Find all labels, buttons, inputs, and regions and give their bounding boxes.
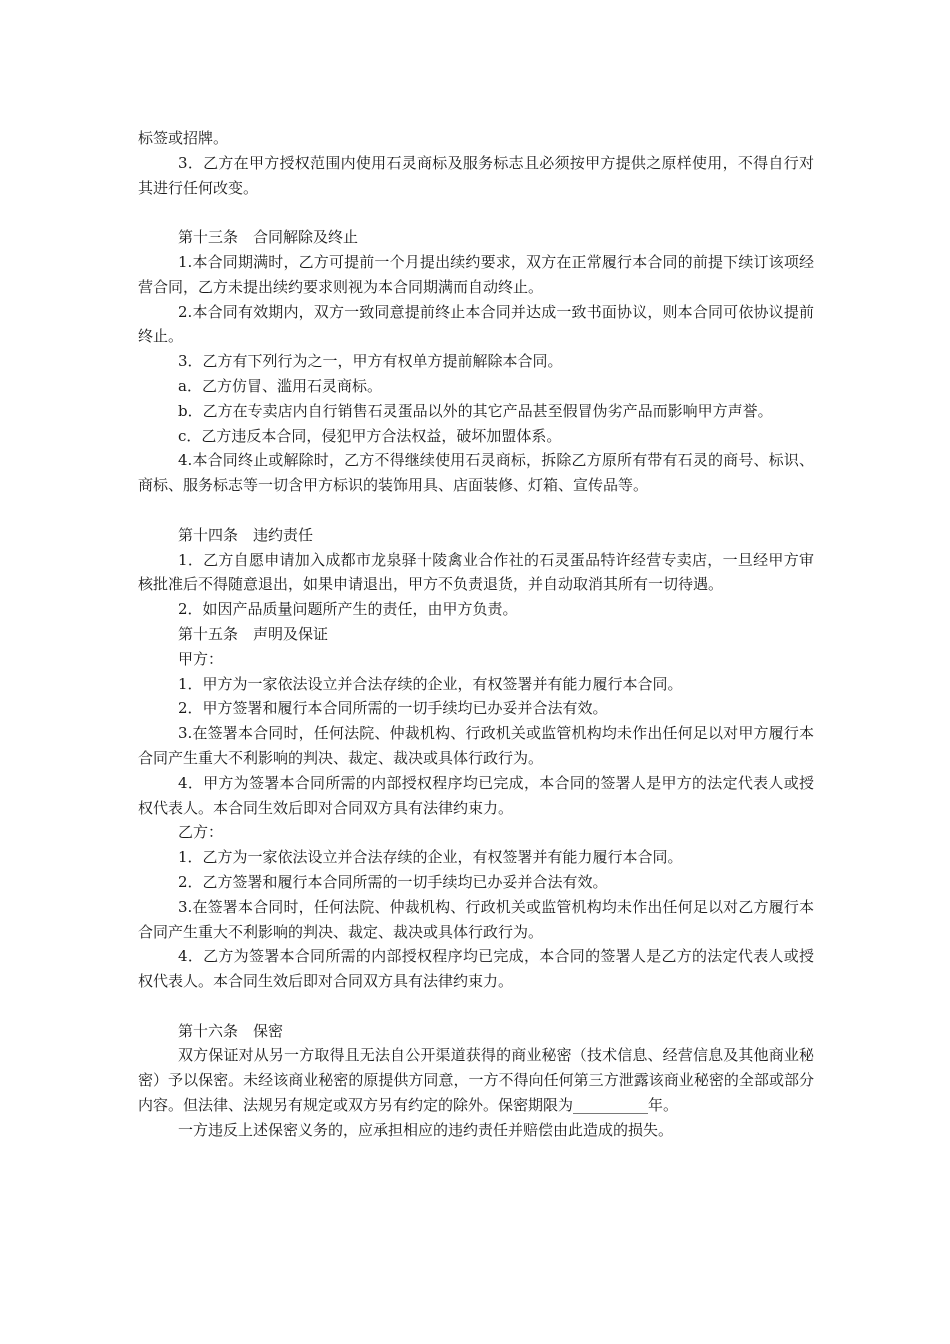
spacer: [138, 200, 814, 225]
section-heading-15: 第十五条 声明及保证: [178, 624, 329, 643]
paragraph: 2．乙方签署和履行本合同所需的一切手续均已办妥并合法有效。: [178, 872, 608, 891]
paragraph: 4.本合同终止或解除时，乙方不得继续使用石灵商标，拆除乙方原所有带有石灵的商号、标识、商标、服务标志等一切含甲方标识的装饰用具、店面装修、灯箱、宣传品等。: [138, 451, 814, 495]
paragraph: 3．乙方在甲方授权范围内使用石灵商标及服务标志且必须按甲方提供之原样使用，不得自行对其进行任何改变。: [138, 153, 814, 197]
paragraph: 4．甲方为签署本合同所需的内部授权程序均已完成，本合同的签署人是甲方的法定代表人或授权代表人。本合同生效后即对合同双方具有法律约束力。: [138, 773, 814, 817]
paragraph: 2．如因产品质量问题所产生的责任，由甲方负责。: [178, 600, 518, 619]
paragraph: 3.在签署本合同时，任何法院、仲裁机构、行政机关或监管机构均未作出任何足以对甲方履行本合同产生重大不利影响的判决、裁定、裁决或具体行政行为。: [138, 724, 814, 767]
section-heading-16: 第十六条 保密: [178, 1021, 284, 1040]
party-b-label: 乙方：: [178, 823, 224, 842]
paragraph: b．乙方在专卖店内自行销售石灵蛋品以外的其它产品甚至假冒伪劣产品而影响甲方声誉。: [178, 401, 773, 420]
paragraph: 2.本合同有效期内，双方一致同意提前终止本合同并达成一致书面协议，则本合同可依协议提前终止。: [138, 302, 814, 346]
paragraph: 1．乙方自愿申请加入成都市龙泉驿十陵禽业合作社的石灵蛋品特许经营专卖店，一旦经甲方审核批准后不得随意退出，如果申请退出，甲方不负责退货，并自动取消其所有一切待遇。: [138, 550, 814, 594]
paragraph: a．乙方仿冒、滥用石灵商标。: [178, 376, 382, 395]
paragraph: 标签或招牌。: [138, 129, 229, 147]
paragraph: 一方违反上述保密义务的，应承担相应的违约责任并赔偿由此造成的损失。: [178, 1120, 674, 1139]
section-heading-13: 第十三条 合同解除及终止: [178, 228, 359, 247]
spacer: [138, 498, 814, 523]
paragraph: c．乙方违反本合同，侵犯甲方合法权益，破坏加盟体系。: [178, 426, 562, 445]
paragraph: 双方保证对从另一方取得且无法自公开渠道获得的商业秘密（技术信息、经营信息及其他商业秘密）予以保密。未经该商业秘密的原提供方同意，一方不得向任何第三方泄露该商业秘密的全部或部分内容。但法律、法规另有规定或双方另有约定的除外。保密期限为__________年。: [138, 1046, 814, 1115]
document-body: [138, 126, 814, 1143]
paragraph: 3.在签署本合同时，任何法院、仲裁机构、行政机关或监管机构均未作出任何足以对乙方履行本合同产生重大不利影响的判决、裁定、裁决或具体行政行为。: [138, 897, 814, 941]
spacer: [138, 994, 814, 1019]
paragraph: 4．乙方为签署本合同所需的内部授权程序均已完成，本合同的签署人是乙方的法定代表人或授权代表人。本合同生效后即对合同双方具有法律约束力。: [138, 947, 814, 991]
party-a-label: 甲方：: [178, 649, 224, 668]
paragraph: 1．乙方为一家依法设立并合法存续的企业，有权签署并有能力履行本合同。: [178, 848, 683, 867]
paragraph: 1.本合同期满时，乙方可提前一个月提出续约要求，双方在正常履行本合同的前提下续订该项经营合同，乙方未提出续约要求则视为本合同期满而自动终止。: [138, 252, 814, 296]
paragraph: 1．甲方为一家依法设立并合法存续的企业，有权签署并有能力履行本合同。: [178, 674, 683, 693]
paragraph: 2．甲方签署和履行本合同所需的一切手续均已办妥并合法有效。: [178, 699, 608, 718]
section-heading-14: 第十四条 违约责任: [178, 525, 314, 544]
paragraph: 3．乙方有下列行为之一，甲方有权单方提前解除本合同。: [178, 352, 563, 371]
